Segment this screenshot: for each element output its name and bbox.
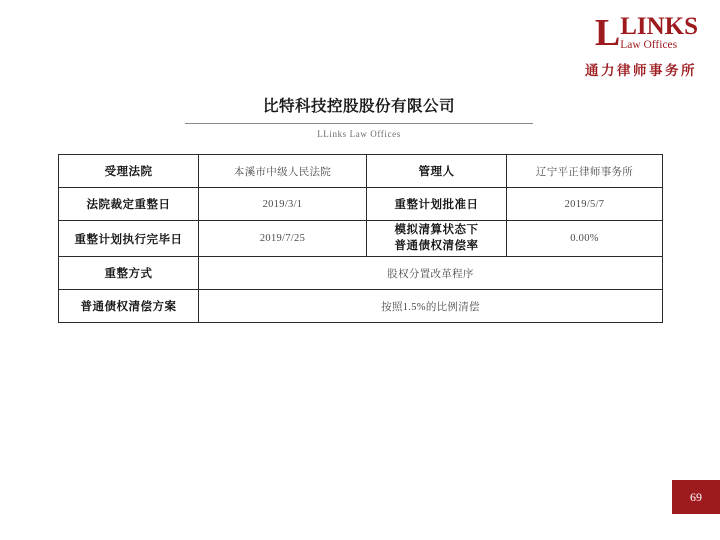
cell-label-restructuring-method: 重整方式 — [59, 257, 199, 290]
label-line-1: 模拟清算状态下 — [394, 224, 479, 236]
table-row — [59, 257, 663, 290]
page-title: 比特科技控股股份有限公司 — [262, 98, 455, 115]
logo-name: LINKS — [620, 13, 698, 40]
cell-value-simulated-repayment-rate: 0.00% — [507, 221, 663, 257]
cell-value-completion-date: 2019/7/25 — [199, 221, 367, 257]
llinks-logo — [566, 14, 698, 79]
cell-label-simulated-repayment-rate — [367, 221, 507, 257]
cell-label-completion-date: 重整计划执行完毕日 — [59, 221, 199, 257]
page-subtitle: LLinks Law Offices — [317, 128, 401, 139]
cell-value-court: 本溪市中级人民法院 — [199, 155, 367, 188]
logo-text-group — [620, 14, 698, 51]
title-divider — [185, 123, 533, 124]
table-row — [59, 155, 663, 188]
page-title-block — [185, 98, 533, 139]
cell-value-repayment-plan: 按照1.5%的比例清偿 — [199, 290, 663, 323]
logo-chinese-name: 通力律师事务所 — [585, 63, 697, 78]
cell-label-court: 受理法院 — [59, 155, 199, 188]
cell-value-restructuring-method: 股权分置改革程序 — [199, 257, 663, 290]
cell-label-ruling-date: 法院裁定重整日 — [59, 188, 199, 221]
cell-value-ruling-date: 2019/3/1 — [199, 188, 367, 221]
cell-value-plan-approval-date: 2019/5/7 — [507, 188, 663, 221]
table-row — [59, 221, 663, 257]
table-row — [59, 290, 663, 323]
cell-label-administrator: 管理人 — [367, 155, 507, 188]
page-number-badge: 69 — [672, 480, 720, 514]
case-summary-table — [58, 154, 663, 323]
label-line-2: 普通债权清偿率 — [394, 239, 479, 252]
logo-subtitle: Law Offices — [620, 38, 678, 51]
cell-label-plan-approval-date: 重整计划批准日 — [367, 188, 507, 221]
cell-value-administrator: 辽宁平正律师事务所 — [507, 155, 663, 188]
table-row — [59, 188, 663, 221]
cell-label-repayment-plan: 普通债权清偿方案 — [59, 290, 199, 323]
case-summary-table-wrap — [58, 154, 662, 323]
logo-wordmark — [566, 14, 698, 52]
logo-letter-l: L — [594, 12, 620, 54]
